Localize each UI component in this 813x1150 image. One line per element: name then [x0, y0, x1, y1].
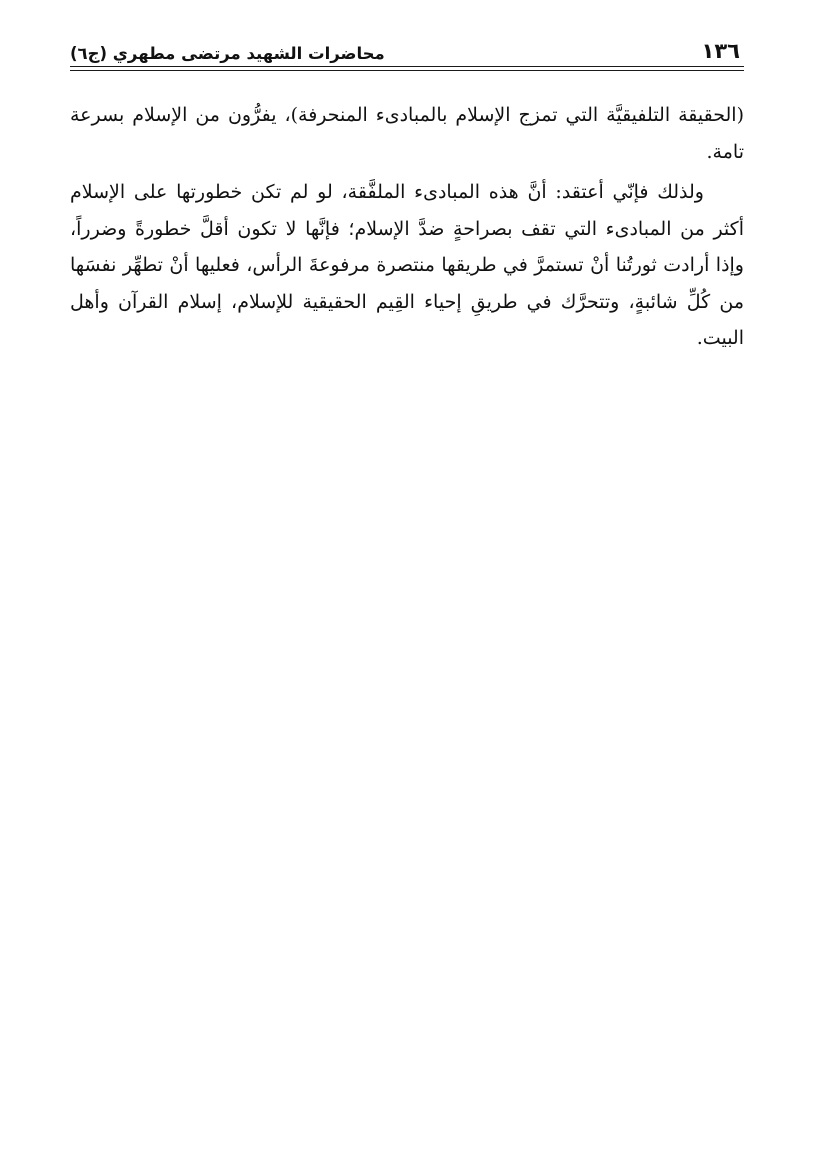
paragraph-2: ولذلك فإنّي أعتقد: أنَّ هذه المبادىء الملفَّقة، لو لم تكن خطورتها على الإسلام أكثر من المبادىء التي تقف بصراحةٍ ضدَّ الإسلام؛ فإنَّها لا تكون أقلَّ خطورةً وضرراً، وإذا أرادت ثورتُنا أنْ تستمرَّ في طريقها منتصرة مرفوعةَ الرأس، فعليها أنْ تطهِّر نفسَها من كُلِّ شائبةٍ، وتتحرَّك في طريقِ إحياء القِيم الحقيقية للإسلام، إسلام القرآن وأهل البيت.	[70, 181, 744, 349]
header-rule-bottom	[70, 70, 744, 71]
document-page	[70, 28, 744, 357]
page-number: ١٣٦	[701, 39, 740, 63]
header-rule-top	[70, 66, 744, 67]
paragraph-1: (الحقيقة التلفيقيَّة التي تمزج الإسلام بالمبادىء المنحرفة)، يفرُّون من الإسلام بسرعة تامة.	[70, 104, 744, 163]
running-title: محاضرات الشهيد مرتضى مطهري (ج٦)	[70, 43, 385, 63]
body-text	[70, 97, 744, 357]
page-header	[70, 28, 744, 66]
